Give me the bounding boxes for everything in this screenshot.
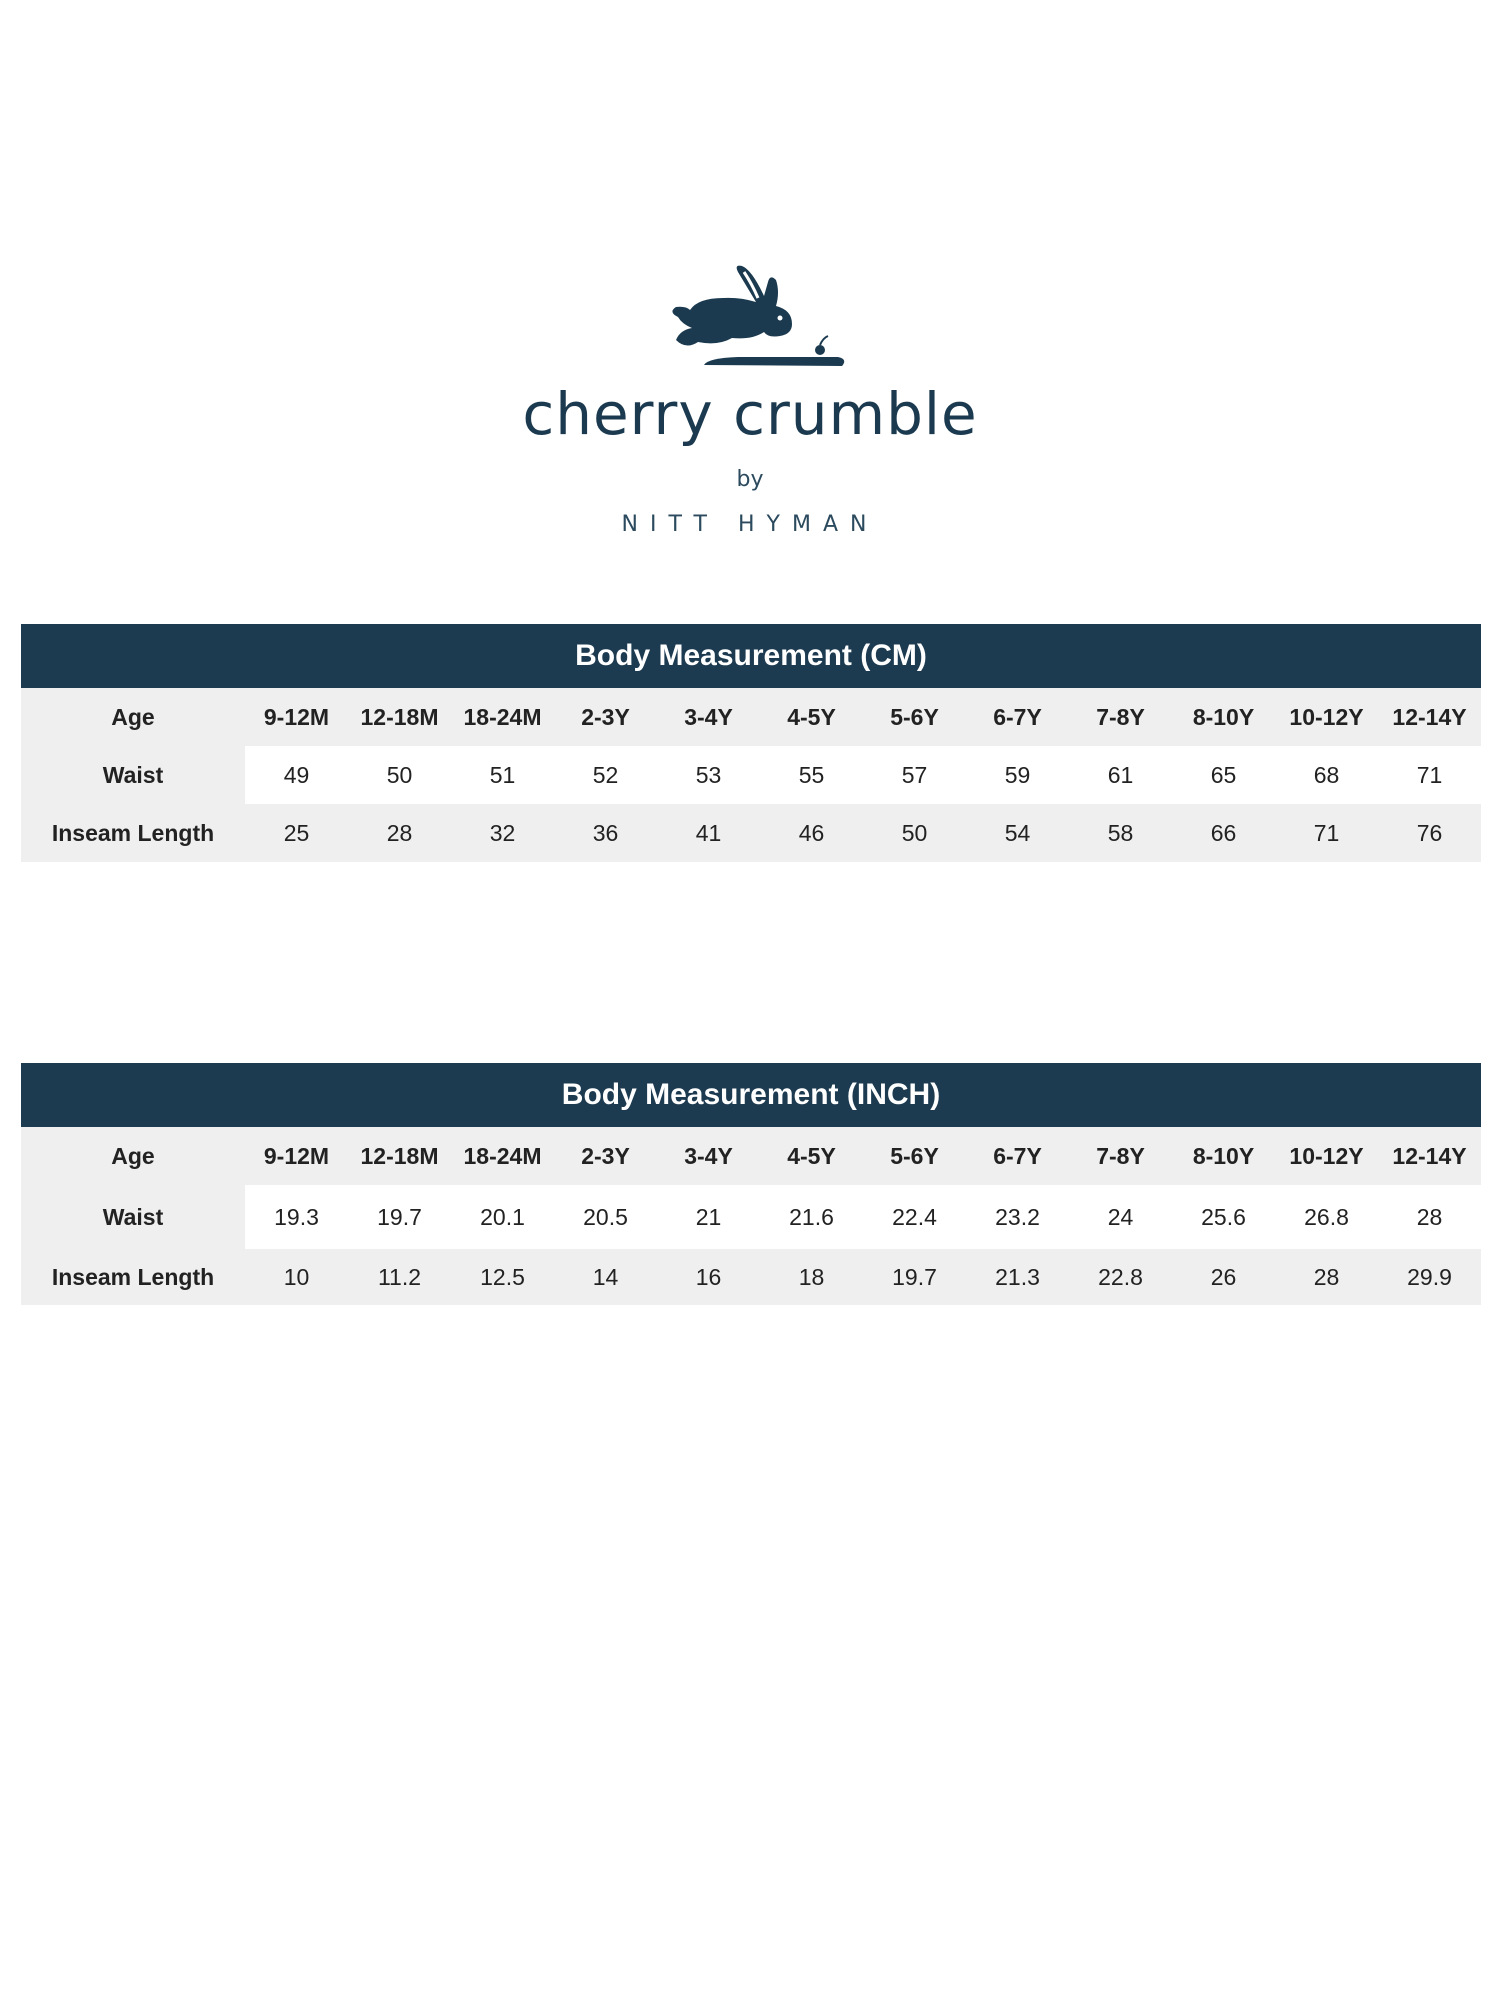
value-cell: 71 [1378, 746, 1481, 804]
age-cell: 10-12Y [1275, 688, 1378, 746]
table-title: Body Measurement (CM) [21, 624, 1481, 688]
value-cell: 21.3 [966, 1249, 1069, 1305]
age-cell: 18-24M [451, 688, 554, 746]
value-cell: 29.9 [1378, 1249, 1481, 1305]
row-label: Age [21, 1127, 245, 1185]
row-label: Inseam Length [21, 1249, 245, 1305]
waist-row [21, 1185, 1481, 1249]
age-cell: 9-12M [245, 1127, 348, 1185]
value-cell: 26 [1172, 1249, 1275, 1305]
value-cell: 50 [348, 746, 451, 804]
value-cell: 18 [760, 1249, 863, 1305]
value-cell: 50 [863, 804, 966, 862]
age-row [21, 688, 1481, 746]
value-cell: 51 [451, 746, 554, 804]
value-cell: 19.3 [245, 1185, 348, 1249]
value-cell: 23.2 [966, 1185, 1069, 1249]
inseam-row [21, 1249, 1481, 1305]
age-cell: 7-8Y [1069, 688, 1172, 746]
value-cell: 22.4 [863, 1185, 966, 1249]
waist-row [21, 746, 1481, 804]
value-cell: 25.6 [1172, 1185, 1275, 1249]
value-cell: 21.6 [760, 1185, 863, 1249]
value-cell: 10 [245, 1249, 348, 1305]
value-cell: 19.7 [348, 1185, 451, 1249]
value-cell: 57 [863, 746, 966, 804]
row-label: Age [21, 688, 245, 746]
value-cell: 49 [245, 746, 348, 804]
age-row [21, 1127, 1481, 1185]
brand-maker: NITT HYMAN [621, 512, 879, 537]
age-cell: 9-12M [245, 688, 348, 746]
value-cell: 28 [1275, 1249, 1378, 1305]
value-cell: 25 [245, 804, 348, 862]
inch-size-table [21, 1063, 1481, 1305]
age-cell: 3-4Y [657, 1127, 760, 1185]
cm-size-table [21, 624, 1481, 862]
value-cell: 41 [657, 804, 760, 862]
value-cell: 58 [1069, 804, 1172, 862]
measurement-table [21, 1127, 1481, 1305]
value-cell: 21 [657, 1185, 760, 1249]
value-cell: 46 [760, 804, 863, 862]
value-cell: 16 [657, 1249, 760, 1305]
age-cell: 5-6Y [863, 1127, 966, 1185]
value-cell: 53 [657, 746, 760, 804]
brand-by: by [736, 467, 764, 492]
value-cell: 65 [1172, 746, 1275, 804]
value-cell: 32 [451, 804, 554, 862]
value-cell: 22.8 [1069, 1249, 1172, 1305]
age-cell: 8-10Y [1172, 1127, 1275, 1185]
value-cell: 36 [554, 804, 657, 862]
age-cell: 12-18M [348, 1127, 451, 1185]
age-cell: 6-7Y [966, 688, 1069, 746]
value-cell: 66 [1172, 804, 1275, 862]
age-cell: 12-14Y [1378, 1127, 1481, 1185]
age-cell: 3-4Y [657, 688, 760, 746]
age-cell: 2-3Y [554, 1127, 657, 1185]
value-cell: 12.5 [451, 1249, 554, 1305]
value-cell: 71 [1275, 804, 1378, 862]
value-cell: 54 [966, 804, 1069, 862]
value-cell: 28 [1378, 1185, 1481, 1249]
table-title: Body Measurement (INCH) [21, 1063, 1481, 1127]
rabbit-icon [668, 262, 848, 377]
value-cell: 20.1 [451, 1185, 554, 1249]
age-cell: 7-8Y [1069, 1127, 1172, 1185]
age-cell: 10-12Y [1275, 1127, 1378, 1185]
value-cell: 61 [1069, 746, 1172, 804]
value-cell: 26.8 [1275, 1185, 1378, 1249]
age-cell: 12-18M [348, 688, 451, 746]
brand-logo [0, 262, 1500, 552]
age-cell: 2-3Y [554, 688, 657, 746]
value-cell: 24 [1069, 1185, 1172, 1249]
value-cell: 19.7 [863, 1249, 966, 1305]
value-cell: 59 [966, 746, 1069, 804]
row-label: Waist [21, 1185, 245, 1249]
value-cell: 55 [760, 746, 863, 804]
value-cell: 76 [1378, 804, 1481, 862]
age-cell: 18-24M [451, 1127, 554, 1185]
brand-name: cherry crumble [522, 380, 978, 448]
value-cell: 68 [1275, 746, 1378, 804]
row-label: Waist [21, 746, 245, 804]
age-cell: 6-7Y [966, 1127, 1069, 1185]
row-label: Inseam Length [21, 804, 245, 862]
age-cell: 4-5Y [760, 688, 863, 746]
value-cell: 28 [348, 804, 451, 862]
age-cell: 8-10Y [1172, 688, 1275, 746]
value-cell: 52 [554, 746, 657, 804]
inseam-row [21, 804, 1481, 862]
measurement-table [21, 688, 1481, 862]
value-cell: 11.2 [348, 1249, 451, 1305]
age-cell: 5-6Y [863, 688, 966, 746]
value-cell: 14 [554, 1249, 657, 1305]
age-cell: 12-14Y [1378, 688, 1481, 746]
value-cell: 20.5 [554, 1185, 657, 1249]
age-cell: 4-5Y [760, 1127, 863, 1185]
